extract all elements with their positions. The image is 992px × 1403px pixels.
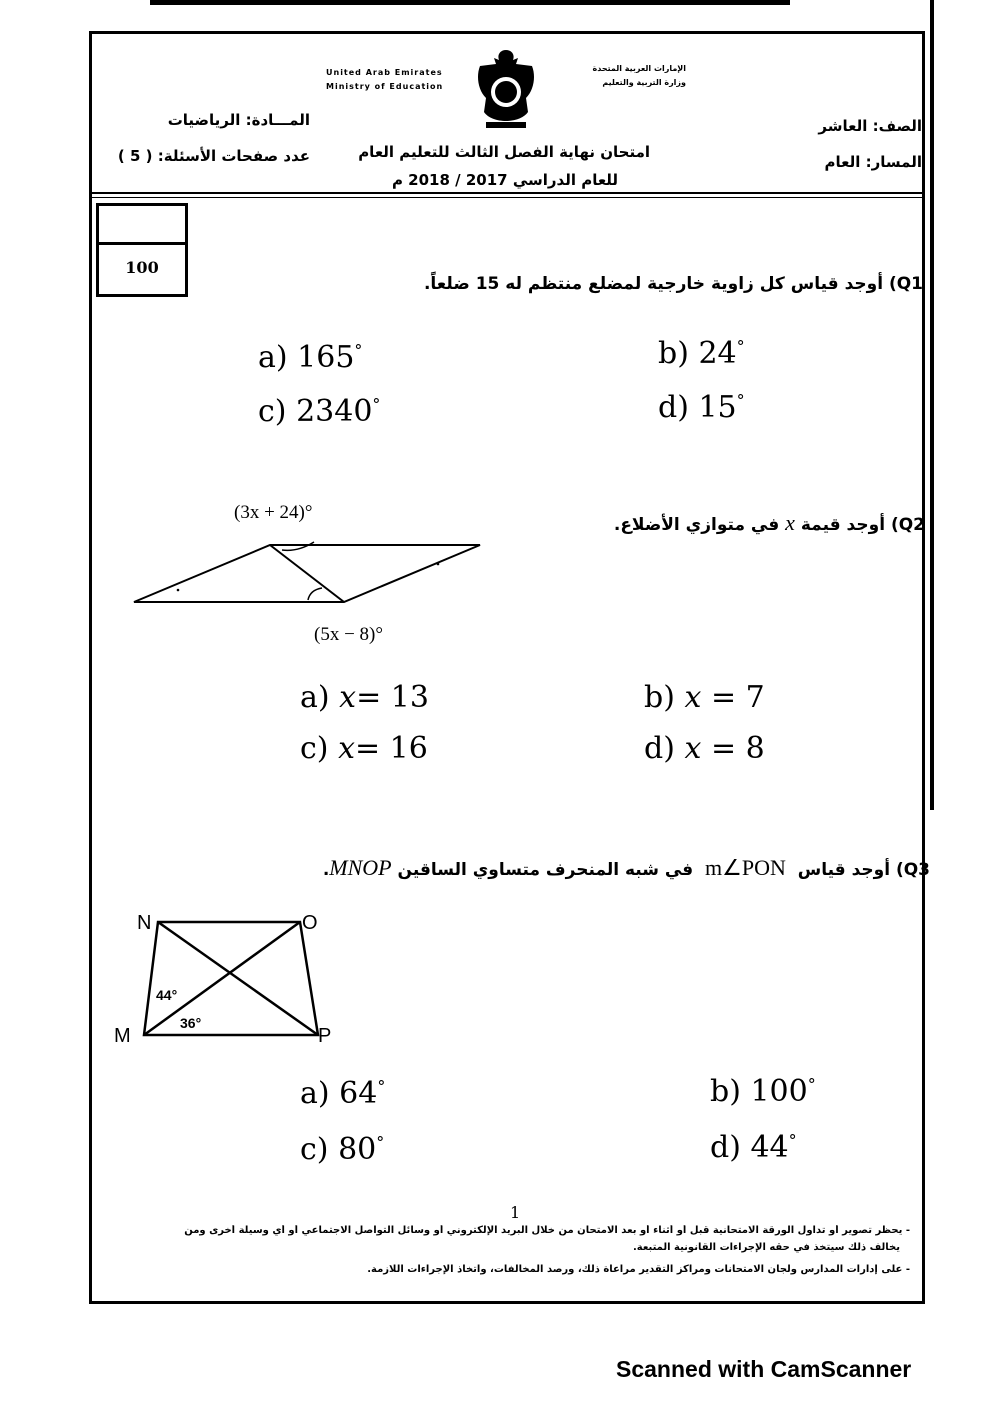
footer-note-2: - على إدارات المدارس ولجان الامتحانات ومراكز التقدير مراعاة ذلك، ورصد المخالفات، واتخاذ الإجراءات اللازمة.	[367, 1264, 910, 1275]
header-divider-thin	[92, 197, 925, 198]
camscanner-watermark: Scanned with CamScanner	[616, 1356, 912, 1382]
q2-option-b[interactable]: b) x = 7	[644, 680, 765, 715]
vertex-n-label: N	[137, 912, 152, 934]
page-number: 1	[510, 1203, 521, 1222]
trapezoid-figure	[140, 918, 326, 1042]
q2-top-angle-label: (3x + 24)°	[234, 502, 313, 523]
q3-option-d[interactable]: d) 44°	[710, 1130, 797, 1165]
q2-bottom-angle-label: (5x − 8)°	[314, 624, 383, 645]
top-scan-edge	[150, 0, 790, 5]
academic-year: للعام الدراسي 2017 / 2018 م	[391, 171, 619, 189]
q2-text: Q2) أوجد قيمة x في متوازي الأضلاع.	[613, 510, 925, 535]
footer-note-1-line-2: يخالف ذلك سيتخذ في حقه الإجراءات القانونية المتبعة.	[632, 1242, 900, 1253]
uae-eagle-emblem-icon	[470, 46, 542, 132]
q1-option-d[interactable]: d) 15°	[658, 390, 745, 425]
angle-44-label: 44°	[156, 987, 178, 1003]
header-en-line2: Ministry of Education	[326, 82, 444, 91]
parallelogram-figure	[130, 538, 490, 610]
q2-option-c[interactable]: c) x= 16	[300, 731, 428, 766]
track-label: المسار: العام	[824, 153, 922, 171]
header-en-line1: United Arab Emirates	[326, 68, 443, 77]
header-ar-line1: الإمارات العربية المتحدة	[592, 64, 686, 73]
q2-option-d[interactable]: d) x = 8	[644, 731, 765, 766]
subject-label: المـــادة: الرياضيات	[167, 111, 310, 129]
score-box	[96, 203, 188, 297]
q1-option-c[interactable]: c) 2340°	[258, 394, 381, 429]
q3-option-b[interactable]: b) 100°	[710, 1074, 816, 1109]
q1-option-a[interactable]: a) 165°	[258, 340, 363, 375]
header-divider	[92, 192, 925, 194]
exam-title: امتحان نهاية الفصل الثالث للتعليم العام	[358, 143, 650, 161]
header-ar-line2: وزارة التربية والتعليم	[602, 78, 686, 87]
q3-option-c[interactable]: c) 80°	[300, 1132, 385, 1167]
right-scan-edge	[930, 0, 934, 810]
q2-option-a[interactable]: a) x= 13	[300, 680, 429, 715]
footer-note-1-line-1: - يحظر تصوير أو تداول الورقة الامتحانية قبل أو أثناء أو بعد الامتحان من خلال البريد الإلكتروني أو وسائل التواصل الاجتماعي أو أي وسيلة أخرى ومن	[184, 1225, 910, 1236]
score-total: 100	[125, 258, 159, 277]
q3-option-a[interactable]: a) 64°	[300, 1076, 386, 1111]
q3-text: Q3) أوجد قياس m∠PON في شبه المنحرف متساوي الساقين MNOP.	[322, 855, 930, 880]
page-frame	[89, 31, 925, 1304]
vertex-m-label: M	[114, 1025, 131, 1047]
q1-option-b[interactable]: b) 24°	[658, 336, 745, 371]
vertex-o-label: O	[302, 912, 318, 934]
q1-text: Q1) أوجد قياس كل زاوية خارجية لمضلع منتظم له 15 ضلعاً.	[423, 274, 923, 294]
grade-label: الصف: العاشر	[818, 117, 922, 135]
angle-36-label: 36°	[180, 1015, 202, 1031]
pages-count-label: عدد صفحات الأسئلة: ( 5 )	[117, 147, 310, 165]
vertex-p-label: P	[318, 1025, 332, 1047]
